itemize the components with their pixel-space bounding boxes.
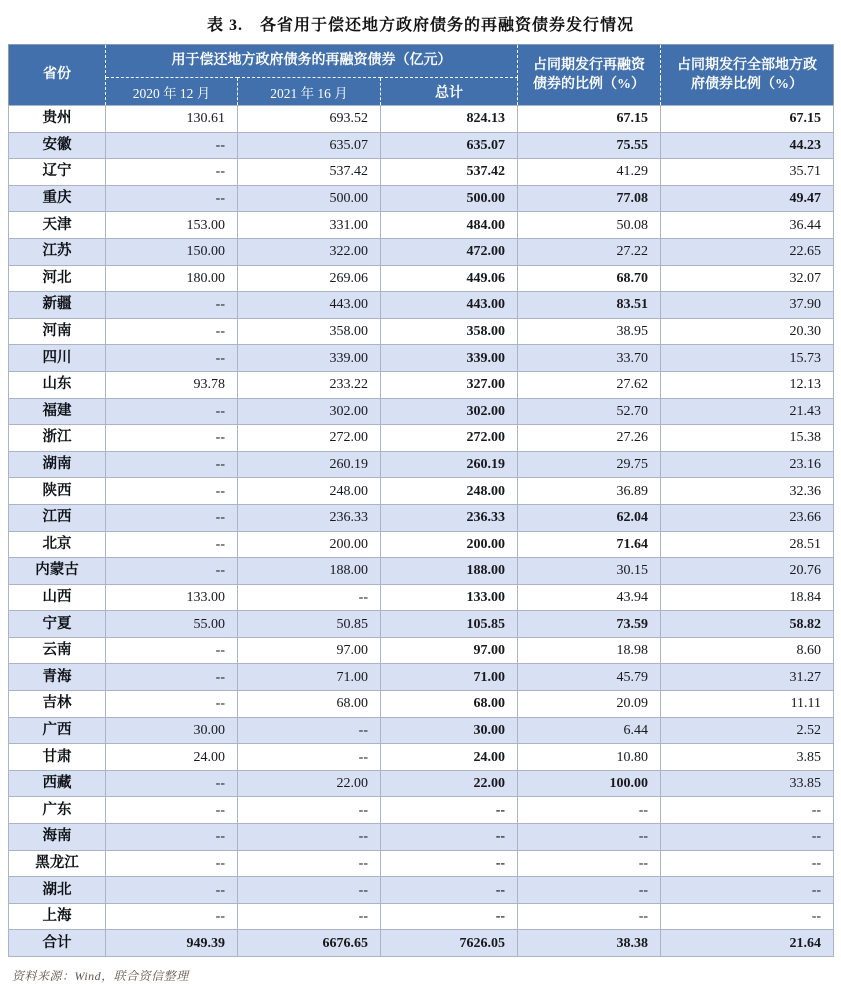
value-cell: -- bbox=[238, 850, 381, 877]
value-cell: 260.19 bbox=[238, 451, 381, 478]
province-cell: 北京 bbox=[9, 531, 106, 558]
value-cell: 449.06 bbox=[381, 265, 518, 292]
value-cell: -- bbox=[106, 132, 238, 159]
value-cell: -- bbox=[518, 797, 661, 824]
value-cell: 27.22 bbox=[518, 238, 661, 265]
value-cell: -- bbox=[518, 903, 661, 930]
table-row bbox=[9, 265, 834, 292]
province-cell: 四川 bbox=[9, 345, 106, 372]
value-cell: 23.16 bbox=[661, 451, 834, 478]
value-cell: 52.70 bbox=[518, 398, 661, 425]
value-cell: -- bbox=[661, 877, 834, 904]
value-cell: 693.52 bbox=[238, 106, 381, 133]
value-cell: 339.00 bbox=[238, 345, 381, 372]
value-cell: 8.60 bbox=[661, 637, 834, 664]
table-row bbox=[9, 238, 834, 265]
value-cell: 15.73 bbox=[661, 345, 834, 372]
value-cell: 302.00 bbox=[381, 398, 518, 425]
value-cell: 20.09 bbox=[518, 691, 661, 718]
value-cell: -- bbox=[106, 425, 238, 452]
header-ratio-refinancing-line1: 占同期发行再融资 bbox=[533, 58, 646, 73]
province-cell: 云南 bbox=[9, 637, 106, 664]
header-ratio-all-line1: 占同期发行全部地方政 bbox=[677, 58, 818, 73]
value-cell: -- bbox=[106, 398, 238, 425]
value-cell: 28.51 bbox=[661, 531, 834, 558]
value-cell: 260.19 bbox=[381, 451, 518, 478]
value-cell: 472.00 bbox=[381, 238, 518, 265]
header-ratio-refinancing-line2: 债券的比例（%） bbox=[533, 77, 646, 92]
table-row bbox=[9, 558, 834, 585]
province-cell: 福建 bbox=[9, 398, 106, 425]
value-cell: 68.00 bbox=[238, 691, 381, 718]
value-cell: -- bbox=[106, 770, 238, 797]
value-cell: 153.00 bbox=[106, 212, 238, 239]
value-cell: -- bbox=[106, 877, 238, 904]
value-cell: -- bbox=[106, 451, 238, 478]
province-cell: 合计 bbox=[9, 930, 106, 957]
value-cell: 27.62 bbox=[518, 371, 661, 398]
value-cell: 358.00 bbox=[381, 318, 518, 345]
value-cell: -- bbox=[238, 824, 381, 851]
value-cell: -- bbox=[106, 664, 238, 691]
table-row bbox=[9, 903, 834, 930]
province-cell: 青海 bbox=[9, 664, 106, 691]
refinancing-bond-table bbox=[8, 44, 834, 957]
value-cell: -- bbox=[106, 558, 238, 585]
value-cell: -- bbox=[106, 824, 238, 851]
table-row bbox=[9, 159, 834, 186]
value-cell: -- bbox=[106, 159, 238, 186]
value-cell: 35.71 bbox=[661, 159, 834, 186]
value-cell: 443.00 bbox=[381, 292, 518, 319]
province-cell: 广西 bbox=[9, 717, 106, 744]
header-sub-2020-dec: 2020 年 12 月 bbox=[106, 78, 238, 106]
value-cell: -- bbox=[106, 292, 238, 319]
province-cell: 宁夏 bbox=[9, 611, 106, 638]
value-cell: 18.98 bbox=[518, 637, 661, 664]
table-row bbox=[9, 797, 834, 824]
value-cell: 30.00 bbox=[106, 717, 238, 744]
value-cell: 24.00 bbox=[106, 744, 238, 771]
value-cell: 55.00 bbox=[106, 611, 238, 638]
value-cell: 20.30 bbox=[661, 318, 834, 345]
value-cell: -- bbox=[106, 903, 238, 930]
table-row bbox=[9, 451, 834, 478]
value-cell: 20.76 bbox=[661, 558, 834, 585]
value-cell: -- bbox=[518, 824, 661, 851]
province-cell: 天津 bbox=[9, 212, 106, 239]
value-cell: 100.00 bbox=[518, 770, 661, 797]
value-cell: 824.13 bbox=[381, 106, 518, 133]
value-cell: 62.04 bbox=[518, 504, 661, 531]
header-row-1 bbox=[9, 45, 834, 78]
province-cell: 河北 bbox=[9, 265, 106, 292]
value-cell: 248.00 bbox=[381, 478, 518, 505]
value-cell: 11.11 bbox=[661, 691, 834, 718]
value-cell: -- bbox=[106, 637, 238, 664]
value-cell: 537.42 bbox=[381, 159, 518, 186]
table-row bbox=[9, 664, 834, 691]
value-cell: 75.55 bbox=[518, 132, 661, 159]
value-cell: 236.33 bbox=[238, 504, 381, 531]
value-cell: -- bbox=[518, 877, 661, 904]
value-cell: 33.70 bbox=[518, 345, 661, 372]
value-cell: 180.00 bbox=[106, 265, 238, 292]
value-cell: 45.79 bbox=[518, 664, 661, 691]
value-cell: 484.00 bbox=[381, 212, 518, 239]
province-cell: 辽宁 bbox=[9, 159, 106, 186]
table-row bbox=[9, 371, 834, 398]
value-cell: -- bbox=[381, 877, 518, 904]
value-cell: -- bbox=[106, 691, 238, 718]
value-cell: -- bbox=[106, 318, 238, 345]
value-cell: 24.00 bbox=[381, 744, 518, 771]
value-cell: 635.07 bbox=[381, 132, 518, 159]
province-cell: 海南 bbox=[9, 824, 106, 851]
value-cell: 33.85 bbox=[661, 770, 834, 797]
value-cell: 37.90 bbox=[661, 292, 834, 319]
value-cell: 200.00 bbox=[238, 531, 381, 558]
table-row bbox=[9, 106, 834, 133]
value-cell: -- bbox=[238, 584, 381, 611]
value-cell: 67.15 bbox=[661, 106, 834, 133]
table-row bbox=[9, 744, 834, 771]
value-cell: 133.00 bbox=[106, 584, 238, 611]
value-cell: 233.22 bbox=[238, 371, 381, 398]
table-row bbox=[9, 611, 834, 638]
value-cell: -- bbox=[106, 850, 238, 877]
value-cell: -- bbox=[106, 345, 238, 372]
value-cell: 67.15 bbox=[518, 106, 661, 133]
value-cell: 30.15 bbox=[518, 558, 661, 585]
header-sub-2021-jan-jun: 2021 年 16 月 bbox=[238, 78, 381, 106]
value-cell: 248.00 bbox=[238, 478, 381, 505]
value-cell: 272.00 bbox=[238, 425, 381, 452]
value-cell: 22.00 bbox=[381, 770, 518, 797]
province-cell: 陕西 bbox=[9, 478, 106, 505]
value-cell: 500.00 bbox=[238, 185, 381, 212]
value-cell: -- bbox=[106, 185, 238, 212]
province-cell: 贵州 bbox=[9, 106, 106, 133]
value-cell: 331.00 bbox=[238, 212, 381, 239]
value-cell: 12.13 bbox=[661, 371, 834, 398]
value-cell: -- bbox=[381, 850, 518, 877]
value-cell: 322.00 bbox=[238, 238, 381, 265]
table-row bbox=[9, 584, 834, 611]
header-ratio-refinancing bbox=[518, 45, 661, 106]
source-note: 资料来源：Wind，联合资信整理 bbox=[12, 969, 189, 983]
value-cell: 272.00 bbox=[381, 425, 518, 452]
table-title: 表 3. 各省用于偿还地方政府债务的再融资债券发行情况 bbox=[206, 17, 634, 34]
value-cell: -- bbox=[518, 850, 661, 877]
value-cell: 23.66 bbox=[661, 504, 834, 531]
province-cell: 河南 bbox=[9, 318, 106, 345]
value-cell: 32.36 bbox=[661, 478, 834, 505]
value-cell: 200.00 bbox=[381, 531, 518, 558]
province-cell: 黑龙江 bbox=[9, 850, 106, 877]
value-cell: 15.38 bbox=[661, 425, 834, 452]
table-row bbox=[9, 504, 834, 531]
value-cell: 93.78 bbox=[106, 371, 238, 398]
table-row bbox=[9, 132, 834, 159]
value-cell: 302.00 bbox=[238, 398, 381, 425]
province-cell: 广东 bbox=[9, 797, 106, 824]
value-cell: 41.29 bbox=[518, 159, 661, 186]
value-cell: 327.00 bbox=[381, 371, 518, 398]
table-row bbox=[9, 478, 834, 505]
value-cell: 21.43 bbox=[661, 398, 834, 425]
value-cell: 949.39 bbox=[106, 930, 238, 957]
value-cell: 49.47 bbox=[661, 185, 834, 212]
province-cell: 新疆 bbox=[9, 292, 106, 319]
value-cell: 43.94 bbox=[518, 584, 661, 611]
province-cell: 西藏 bbox=[9, 770, 106, 797]
value-cell: -- bbox=[661, 797, 834, 824]
value-cell: 36.44 bbox=[661, 212, 834, 239]
province-cell: 吉林 bbox=[9, 691, 106, 718]
value-cell: 133.00 bbox=[381, 584, 518, 611]
province-cell: 湖北 bbox=[9, 877, 106, 904]
value-cell: 97.00 bbox=[238, 637, 381, 664]
value-cell: -- bbox=[238, 717, 381, 744]
province-cell: 浙江 bbox=[9, 425, 106, 452]
table-row bbox=[9, 824, 834, 851]
header-group-refinancing-bonds: 用于偿还地方政府债务的再融资债券（亿元） bbox=[106, 45, 518, 78]
value-cell: 2.52 bbox=[661, 717, 834, 744]
value-cell: 500.00 bbox=[381, 185, 518, 212]
table-row bbox=[9, 850, 834, 877]
table-row bbox=[9, 717, 834, 744]
value-cell: -- bbox=[238, 744, 381, 771]
value-cell: -- bbox=[238, 797, 381, 824]
value-cell: 269.06 bbox=[238, 265, 381, 292]
table-row bbox=[9, 345, 834, 372]
value-cell: 236.33 bbox=[381, 504, 518, 531]
value-cell: 188.00 bbox=[238, 558, 381, 585]
value-cell: -- bbox=[106, 531, 238, 558]
province-cell: 内蒙古 bbox=[9, 558, 106, 585]
value-cell: 50.08 bbox=[518, 212, 661, 239]
value-cell: 22.65 bbox=[661, 238, 834, 265]
table-row bbox=[9, 185, 834, 212]
value-cell: 71.64 bbox=[518, 531, 661, 558]
table-row bbox=[9, 292, 834, 319]
value-cell: 58.82 bbox=[661, 611, 834, 638]
table-body bbox=[9, 106, 834, 957]
value-cell: 105.85 bbox=[381, 611, 518, 638]
value-cell: 29.75 bbox=[518, 451, 661, 478]
value-cell: 68.00 bbox=[381, 691, 518, 718]
table-row bbox=[9, 877, 834, 904]
table-row bbox=[9, 531, 834, 558]
value-cell: 97.00 bbox=[381, 637, 518, 664]
value-cell: 68.70 bbox=[518, 265, 661, 292]
table-row bbox=[9, 637, 834, 664]
province-cell: 山东 bbox=[9, 371, 106, 398]
province-cell: 江苏 bbox=[9, 238, 106, 265]
value-cell: 77.08 bbox=[518, 185, 661, 212]
table-row bbox=[9, 398, 834, 425]
value-cell: 188.00 bbox=[381, 558, 518, 585]
table-row bbox=[9, 770, 834, 797]
value-cell: 635.07 bbox=[238, 132, 381, 159]
value-cell: 44.23 bbox=[661, 132, 834, 159]
value-cell: 32.07 bbox=[661, 265, 834, 292]
value-cell: 36.89 bbox=[518, 478, 661, 505]
province-cell: 重庆 bbox=[9, 185, 106, 212]
value-cell: 27.26 bbox=[518, 425, 661, 452]
value-cell: 21.64 bbox=[661, 930, 834, 957]
value-cell: 537.42 bbox=[238, 159, 381, 186]
value-cell: -- bbox=[106, 504, 238, 531]
table-row bbox=[9, 425, 834, 452]
province-cell: 安徽 bbox=[9, 132, 106, 159]
value-cell: 6676.65 bbox=[238, 930, 381, 957]
table-row bbox=[9, 691, 834, 718]
value-cell: -- bbox=[106, 797, 238, 824]
value-cell: 130.61 bbox=[106, 106, 238, 133]
value-cell: 71.00 bbox=[381, 664, 518, 691]
value-cell: 31.27 bbox=[661, 664, 834, 691]
header-ratio-all-line2: 府债券比例（%） bbox=[691, 77, 804, 92]
value-cell: 50.85 bbox=[238, 611, 381, 638]
value-cell: -- bbox=[238, 877, 381, 904]
value-cell: 443.00 bbox=[238, 292, 381, 319]
value-cell: 7626.05 bbox=[381, 930, 518, 957]
value-cell: 150.00 bbox=[106, 238, 238, 265]
value-cell: 38.95 bbox=[518, 318, 661, 345]
province-cell: 山西 bbox=[9, 584, 106, 611]
header-sub-total: 总计 bbox=[381, 78, 518, 106]
value-cell: 30.00 bbox=[381, 717, 518, 744]
value-cell: 18.84 bbox=[661, 584, 834, 611]
value-cell: -- bbox=[106, 478, 238, 505]
total-row bbox=[9, 930, 834, 957]
value-cell: 339.00 bbox=[381, 345, 518, 372]
value-cell: 38.38 bbox=[518, 930, 661, 957]
header-province: 省份 bbox=[9, 45, 106, 106]
value-cell: 3.85 bbox=[661, 744, 834, 771]
value-cell: 83.51 bbox=[518, 292, 661, 319]
value-cell: 6.44 bbox=[518, 717, 661, 744]
value-cell: 22.00 bbox=[238, 770, 381, 797]
value-cell: 71.00 bbox=[238, 664, 381, 691]
value-cell: -- bbox=[661, 903, 834, 930]
province-cell: 湖南 bbox=[9, 451, 106, 478]
value-cell: -- bbox=[381, 903, 518, 930]
value-cell: 358.00 bbox=[238, 318, 381, 345]
table-header bbox=[9, 45, 834, 106]
province-cell: 上海 bbox=[9, 903, 106, 930]
value-cell: -- bbox=[381, 797, 518, 824]
value-cell: 10.80 bbox=[518, 744, 661, 771]
value-cell: -- bbox=[238, 903, 381, 930]
value-cell: -- bbox=[661, 824, 834, 851]
header-ratio-all-bonds bbox=[661, 45, 834, 106]
province-cell: 甘肃 bbox=[9, 744, 106, 771]
province-cell: 江西 bbox=[9, 504, 106, 531]
value-cell: 73.59 bbox=[518, 611, 661, 638]
table-row bbox=[9, 318, 834, 345]
value-cell: -- bbox=[381, 824, 518, 851]
table-row bbox=[9, 212, 834, 239]
value-cell: -- bbox=[661, 850, 834, 877]
